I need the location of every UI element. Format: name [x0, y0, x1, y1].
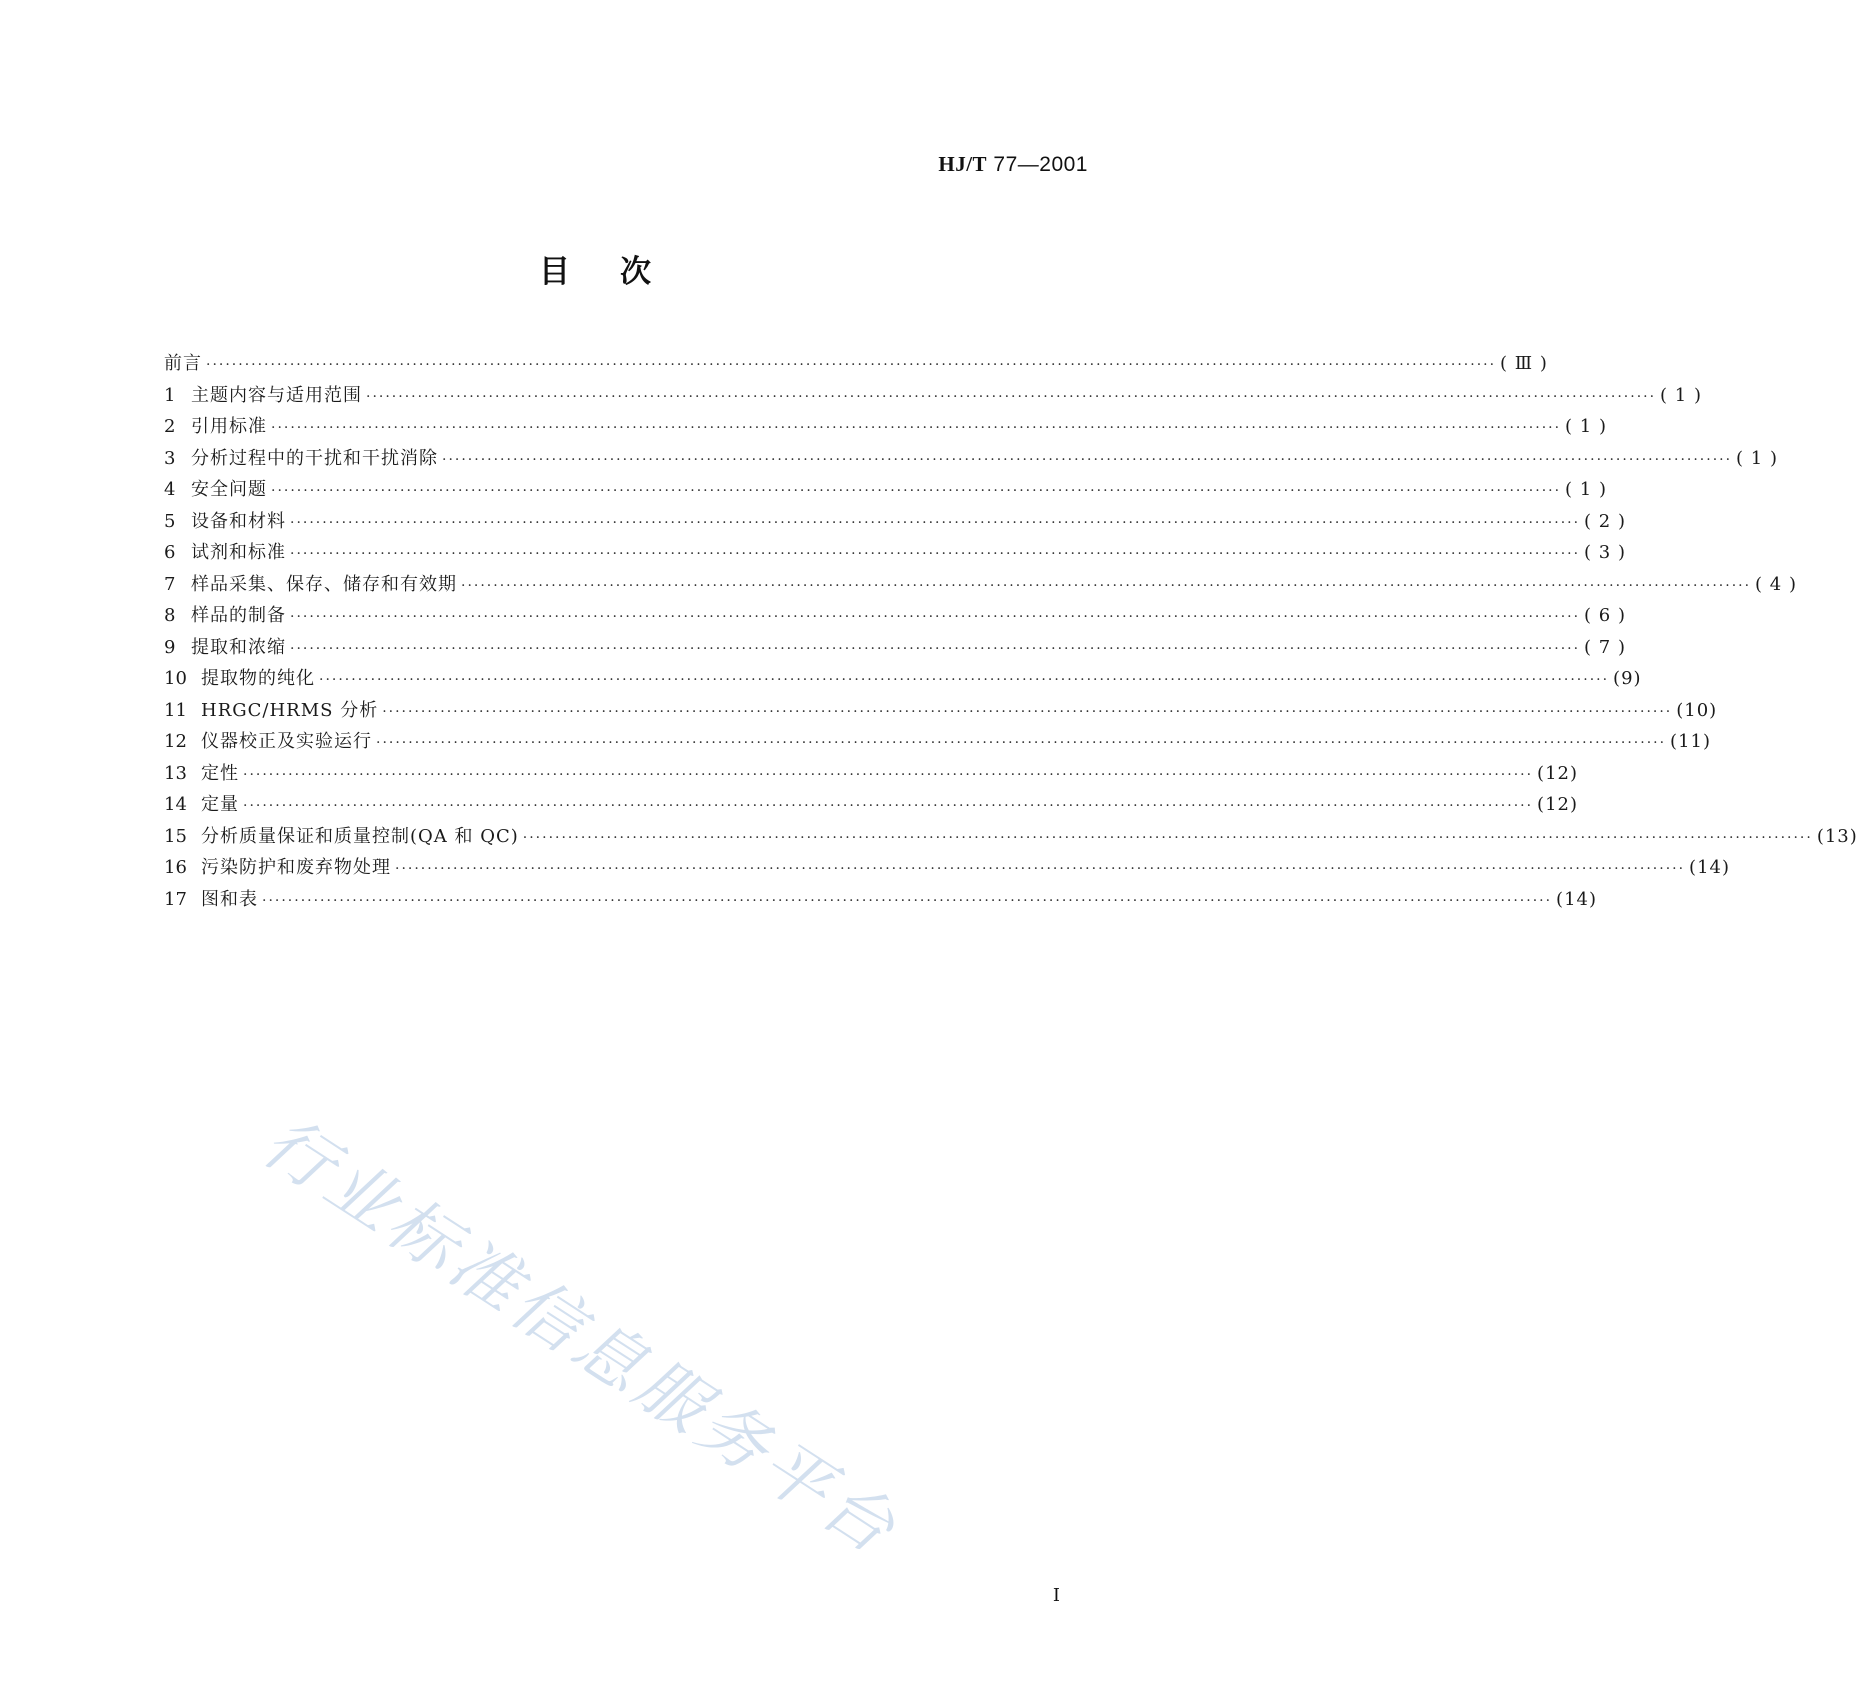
toc-entry-page: ( 1 )	[1565, 479, 1607, 500]
toc-dot-leader: ········································································································································································································	[271, 483, 1562, 499]
toc-dot-leader: ········································································································································································································	[442, 451, 1733, 468]
toc-entry-number: 14	[164, 794, 187, 815]
toc-entry-page: (14)	[1689, 857, 1730, 878]
toc-entry[interactable]	[164, 569, 1797, 601]
toc-entry-page: (9)	[1613, 668, 1642, 689]
toc-entry-label: 提取和浓缩	[191, 636, 286, 658]
toc-entry-number: 9	[164, 636, 176, 658]
toc-entry-label: 设备和材料	[191, 510, 286, 532]
standard-code-number: 77—2001	[987, 153, 1088, 176]
toc-entry[interactable]	[164, 474, 1607, 506]
toc-dot-leader: ········································································································································································································	[290, 514, 1581, 531]
toc-entry-label: 分析过程中的干扰和干扰消除	[191, 447, 438, 469]
toc-entry-label: 污染防护和废弃物处理	[201, 857, 391, 878]
toc-entry-number: 7	[164, 573, 176, 595]
table-of-contents	[164, 348, 1858, 915]
toc-dot-leader: ········································································································································································································	[271, 420, 1562, 436]
toc-entry[interactable]	[164, 663, 1642, 695]
toc-entry-number: 3	[164, 447, 176, 469]
toc-dot-leader: ········································································································································································································	[382, 703, 1673, 720]
toc-dot-leader: ········································································································································································································	[243, 766, 1534, 783]
toc-dot-leader: ········································································································································································································	[206, 357, 1497, 373]
toc-dot-leader: ········································································································································································································	[366, 388, 1657, 405]
toc-dot-leader: ········································································································································································································	[395, 861, 1686, 877]
toc-entry-page: (12)	[1537, 762, 1578, 784]
toc-entry-number: 5	[164, 510, 176, 532]
toc-entry-page: ( 1 )	[1565, 416, 1607, 437]
toc-entry-page: (13)	[1816, 825, 1858, 847]
toc-entry-page: (14)	[1556, 888, 1597, 910]
toc-entry[interactable]	[164, 852, 1730, 884]
toc-entry-label: 样品采集、保存、储存和有效期	[191, 573, 457, 595]
toc-entry-label: 前言	[164, 353, 202, 374]
toc-entry-page: (11)	[1670, 731, 1711, 752]
toc-entry[interactable]	[164, 537, 1626, 569]
toc-entry-label: 样品的制备	[191, 605, 286, 626]
toc-entry-label: 主题内容与适用范围	[191, 384, 362, 406]
toc-entry-number: 12	[164, 731, 187, 752]
toc-entry-number: 13	[164, 762, 187, 784]
toc-entry-page: ( 1 )	[1660, 384, 1702, 406]
toc-entry-page: ( 2 )	[1584, 510, 1626, 532]
toc-entry-number: 10	[164, 668, 187, 689]
toc-dot-leader: ········································································································································································································	[290, 640, 1581, 657]
toc-entry-page: (10)	[1676, 699, 1718, 721]
toc-dot-leader: ········································································································································································································	[319, 672, 1610, 688]
toc-dot-leader: ········································································································································································································	[262, 892, 1553, 909]
toc-entry-number: 11	[164, 699, 187, 721]
toc-dot-leader: ········································································································································································································	[522, 829, 1813, 846]
toc-entry-page: (12)	[1537, 794, 1578, 815]
toc-entry-page: ( 3 )	[1584, 542, 1626, 563]
toc-entry-page: ( 6 )	[1584, 605, 1626, 626]
toc-entry-number: 6	[164, 542, 176, 563]
toc-entry-label: 提取物的纯化	[201, 668, 315, 689]
toc-entry-label: 仪器校正及实验运行	[201, 731, 372, 752]
toc-entry[interactable]	[164, 695, 1718, 727]
toc-entry[interactable]	[164, 632, 1626, 664]
page-title: 目次	[539, 254, 701, 290]
toc-entry-number: 2	[164, 416, 176, 437]
toc-entry-number: 16	[164, 857, 187, 878]
toc-entry-label: 安全问题	[191, 479, 267, 500]
toc-entry-label: HRGC/HRMS 分析	[201, 699, 379, 721]
toc-entry-label: 试剂和标准	[191, 542, 286, 563]
toc-entry-number: 1	[164, 384, 176, 406]
toc-dot-leader: ········································································································································································································	[243, 798, 1534, 814]
standard-code	[938, 152, 1088, 177]
toc-entry[interactable]	[164, 789, 1578, 821]
toc-entry[interactable]	[164, 348, 1548, 380]
toc-entry-number: 17	[164, 888, 187, 910]
toc-entry-number: 8	[164, 605, 176, 626]
toc-entry-page: ( 4 )	[1755, 573, 1797, 595]
toc-entry-label: 定量	[201, 794, 239, 815]
toc-entry-label: 图和表	[201, 888, 258, 910]
toc-entry-page: ( 7 )	[1584, 636, 1626, 658]
toc-entry-label: 分析质量保证和质量控制(QA 和 QC)	[201, 825, 519, 847]
toc-entry-page: ( 1 )	[1736, 447, 1778, 469]
toc-entry-label: 定性	[201, 762, 239, 784]
toc-entry-label: 引用标准	[191, 416, 267, 437]
toc-dot-leader: ········································································································································································································	[461, 577, 1752, 594]
toc-entry[interactable]	[164, 758, 1578, 790]
toc-dot-leader: ········································································································································································································	[376, 735, 1667, 751]
toc-entry[interactable]	[164, 411, 1607, 443]
toc-entry[interactable]	[164, 443, 1778, 475]
page-number: I	[1052, 1585, 1060, 1606]
watermark: 行业标准信息服务平台	[248, 1102, 913, 1572]
toc-entry-page: ( Ⅲ )	[1500, 353, 1548, 374]
toc-dot-leader: ········································································································································································································	[290, 609, 1581, 625]
toc-entry[interactable]	[164, 726, 1711, 758]
toc-entry[interactable]	[164, 884, 1597, 916]
toc-entry[interactable]	[164, 821, 1858, 853]
toc-entry-number: 15	[164, 825, 187, 847]
toc-entry[interactable]	[164, 506, 1626, 538]
toc-dot-leader: ········································································································································································································	[290, 546, 1581, 562]
toc-entry[interactable]	[164, 380, 1702, 412]
toc-entry[interactable]	[164, 600, 1626, 632]
toc-entry-number: 4	[164, 479, 176, 500]
standard-code-prefix: HJ/T	[938, 152, 988, 176]
